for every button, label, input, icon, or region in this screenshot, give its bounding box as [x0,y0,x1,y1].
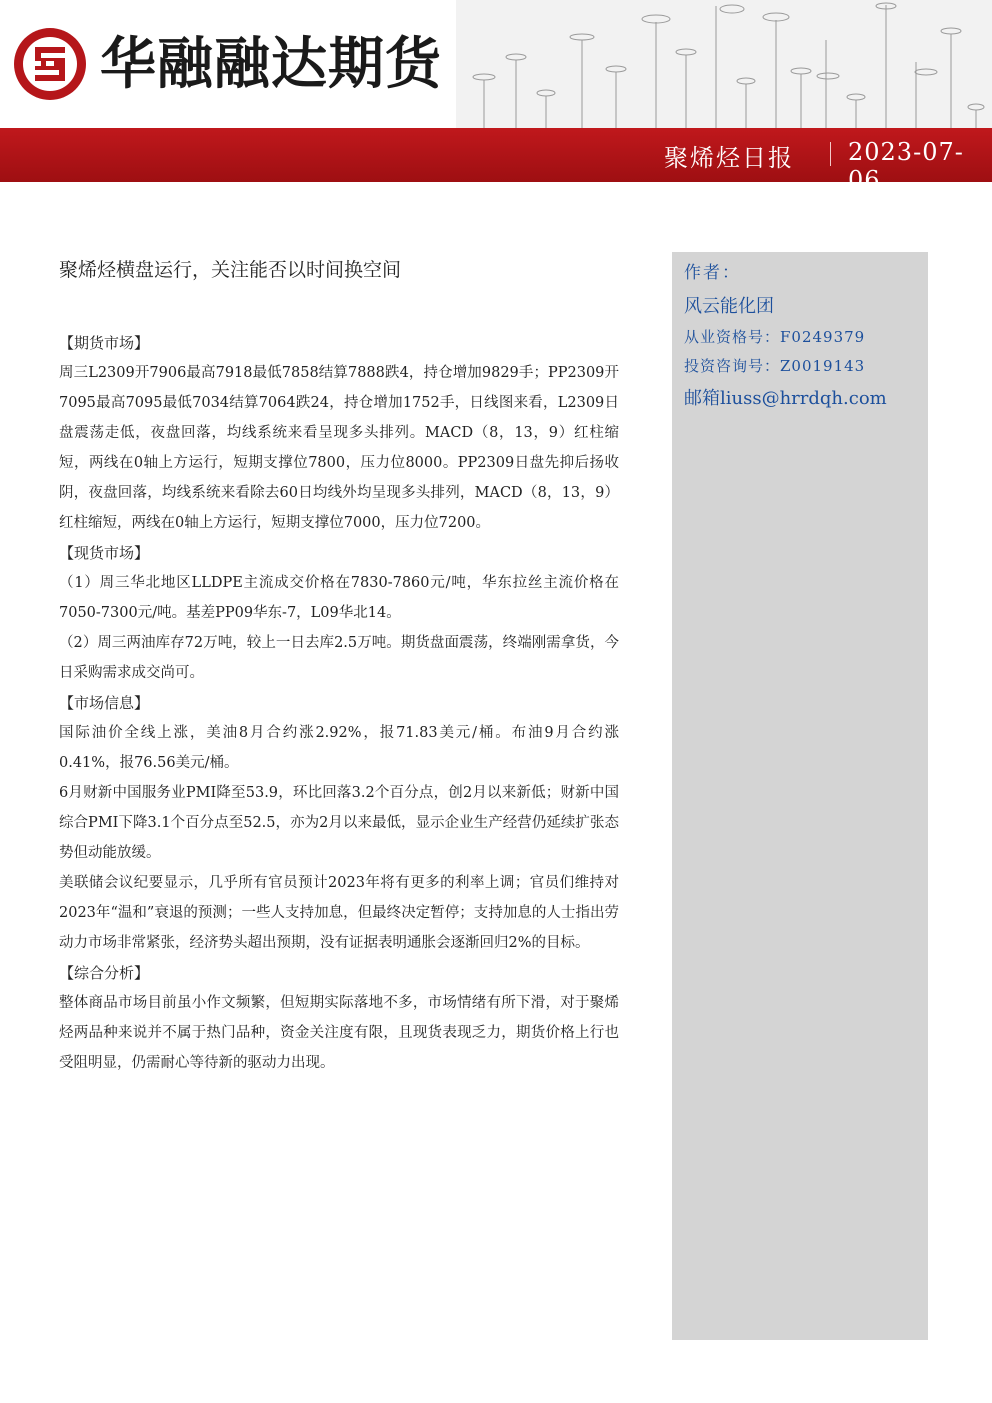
section-title: 【期货市场】 [59,334,150,352]
paragraph: 美联储会议纪要显示，几乎所有官员预计2023年将有更多的利率上调；官员们维持对2023年“温和”衰退的预测；一些人支持加息，但最终决定暂停；支持加息的人士指出劳动力市场非常紧张，经济势头超出预期，没有证据表明通胀会逐渐回归2%的目标。 [59,875,619,951]
report-date: 2023-07-06 [848,138,964,194]
section-title: 【市场信息】 [59,694,150,712]
article-headline: 聚烯烃横盘运行，关注能否以时间换空间 [59,259,402,281]
header-decoration [456,0,992,128]
paragraph: （2）周三两油库存72万吨，较上一日去库2.5万吨。期货盘面震荡，终端刚需拿货，今日采购需求成交尚可。 [59,635,619,681]
company-name: 华融融达期货 [100,32,442,97]
section-title: 【综合分析】 [59,964,150,982]
author-sidebar [672,252,928,1340]
section-title: 【现货市场】 [59,544,150,562]
paragraph: 国际油价全线上涨，美油8月合约涨2.92%，报71.83美元/桶。布油9月合约涨0.41%，报76.56美元/桶。 [59,725,619,771]
author-name: 风云能化团 [684,296,774,317]
author-email[interactable]: 邮箱liuss@hrrdqh.com [684,388,887,409]
section-spot [59,538,619,688]
report-header [0,0,992,194]
qualification-number: 从业资格号：F0249379 [684,328,866,346]
company-logo-icon [12,26,88,102]
paragraph: 整体商品市场目前虽小作文频繁，但短期实际落地不多，市场情绪有所下滑，对于聚烯烃两品种来说并不属于热门品种，资金关注度有限，且现货表现乏力，期货价格上行也受阻明显，仍需耐心等待新的驱动力出现。 [59,995,619,1071]
paragraph: （1）周三华北地区LLDPE主流成交价格在7830-7860元/吨，华东拉丝主流价格在7050-7300元/吨。基差PP09华东-7，L09华北14。 [59,575,619,621]
report-name: 聚烯烃日报 [664,144,794,172]
paragraph: 6月财新中国服务业PMI降至53.9，环比回落3.2个百分点，创2月以来新低；财新中国综合PMI下降3.1个百分点至52.5，亦为2月以来最低，显示企业生产经营仍延续扩张态势但动能放缓。 [59,785,619,861]
consulting-number: 投资咨询号：Z0019143 [684,357,866,375]
section-analysis [59,958,619,1078]
article-body [59,256,619,1078]
paragraph: 周三L2309开7906最高7918最低7858结算7888跌4，持仓增加9829手；PP2309开7095最高7095最低7034结算7064跌24，持仓增加1752手，日线图来看，L2309日盘震荡走低，夜盘回落，均线系统来看呈现多头排列。MACD（8，13，9）红柱缩短，两线在0轴上方运行，短期支撑位7800，压力位8000。PP2309日盘先抑后扬收阴，夜盘回落，均线系统来看除去60日均线外均呈现多头排列，MACD（8，13，9）红柱缩短，两线在0轴上方运行，短期支撑位7000，压力位7200。 [59,365,619,531]
section-futures [59,328,619,538]
title-separator [830,142,831,166]
title-band [0,128,992,182]
author-label: 作者： [684,263,741,283]
section-market-info [59,688,619,958]
